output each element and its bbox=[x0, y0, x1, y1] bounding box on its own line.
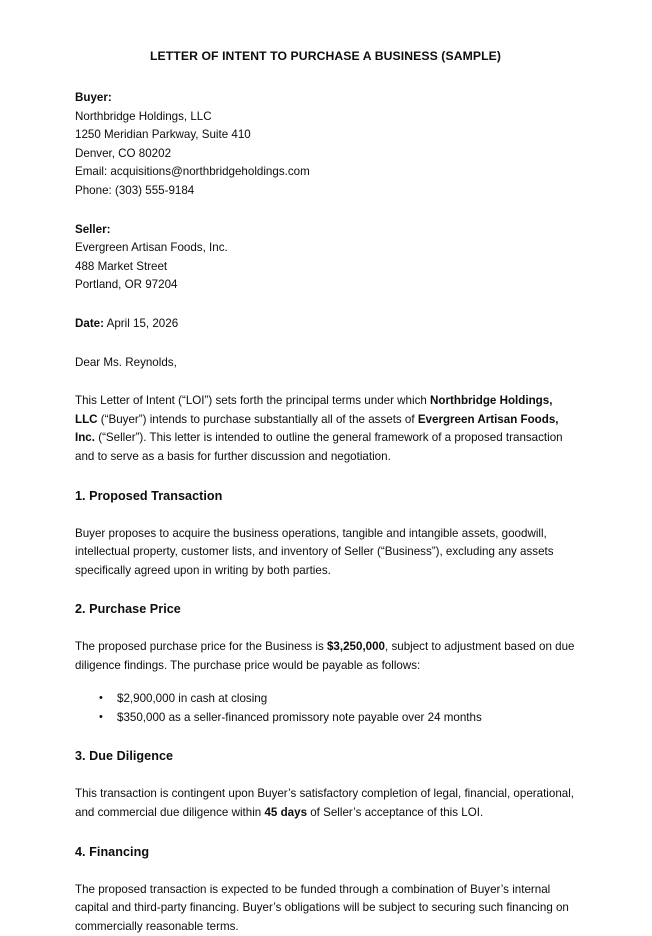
spacer bbox=[75, 295, 576, 315]
section-body-due-diligence bbox=[75, 785, 576, 822]
section-body-proposed-transaction: Buyer proposes to acquire the business operations, tangible and intangible assets, goodwill, intellectual property, customer lists, and inventory of Seller (“Business”), excluding any assets specifically agreed upon in writing by both parties. bbox=[75, 526, 554, 577]
buyer-block bbox=[75, 89, 576, 201]
section-body-financing: The proposed transaction is expected to be funded through a combination of Buyer’s internal capital and third-party financing. Buyer’s obligations will be subject to securing such financing on commercially reasonable terms. bbox=[75, 882, 569, 933]
spacer bbox=[75, 675, 576, 689]
due-diligence-period: 45 days bbox=[264, 806, 308, 820]
seller-company: Evergreen Artisan Foods, Inc. bbox=[75, 241, 228, 255]
intro-paragraph bbox=[75, 392, 576, 466]
seller-city-state-zip: Portland, OR 97204 bbox=[75, 278, 178, 292]
due-diligence-text-1: This transaction is contingent upon Buyer’s satisfactory completion of legal, financial, operational, and commercial due diligence within bbox=[75, 787, 575, 820]
section-body-purchase-price bbox=[75, 638, 576, 675]
purchase-price-amount: $3,250,000 bbox=[326, 640, 386, 654]
list-item: • $2,900,000 in cash at closing bbox=[75, 689, 576, 708]
section-heading-financing: 4. Financing bbox=[75, 844, 150, 859]
purchase-price-text-2: , subject to adjustment based on due diligence findings. The purchase price would be payable as follows: bbox=[75, 640, 575, 672]
section-heading-proposed-transaction: 1. Proposed Transaction bbox=[75, 488, 223, 503]
intro-seller-name: Evergreen Artisan Foods, Inc. bbox=[75, 412, 559, 445]
spacer bbox=[75, 334, 576, 354]
intro-text-2: (“Buyer”) intends to purchase substantially all of the assets of bbox=[97, 412, 418, 426]
purchase-price-bullet-list bbox=[75, 689, 576, 727]
page-title: LETTER OF INTENT TO PURCHASE A BUSINESS (SAMPLE) bbox=[149, 49, 502, 63]
date-line bbox=[75, 315, 576, 334]
spacer bbox=[75, 765, 576, 785]
buyer-city-state-zip: Denver, CO 80202 bbox=[75, 146, 172, 160]
spacer bbox=[75, 372, 576, 392]
buyer-street: 1250 Meridian Parkway, Suite 410 bbox=[75, 128, 251, 142]
spacer bbox=[75, 467, 576, 487]
spacer bbox=[75, 63, 576, 89]
seller-block bbox=[75, 221, 576, 295]
spacer bbox=[75, 823, 576, 843]
intro-text-3: (“Seller”). This letter is intended to outline the general framework of a proposed transaction and to serve as a basis for further discussion and negotiation. bbox=[75, 431, 563, 463]
date-value-text: April 15, 2026 bbox=[106, 316, 179, 330]
salutation: Dear Ms. Reynolds, bbox=[75, 355, 177, 369]
section-heading-purchase-price: 2. Purchase Price bbox=[75, 602, 181, 617]
list-item: • $350,000 as a seller-financed promissory note payable over 24 months bbox=[75, 708, 576, 727]
spacer bbox=[75, 861, 576, 881]
seller-street: 488 Market Street bbox=[75, 259, 168, 273]
spacer bbox=[75, 727, 576, 747]
intro-text-1: This Letter of Intent (“LOI”) sets forth the principal terms under which bbox=[75, 394, 431, 408]
buyer-phone: Phone: (303) 555-9184 bbox=[75, 183, 195, 197]
spacer bbox=[75, 505, 576, 525]
section-heading-due-diligence: 3. Due Diligence bbox=[75, 749, 174, 764]
date-label: Date: bbox=[75, 316, 104, 330]
buyer-company: Northbridge Holdings, LLC bbox=[75, 109, 212, 123]
buyer-email: Email: acquisitions@northbridgeholdings.com bbox=[75, 165, 310, 179]
intro-buyer-name: Northbridge Holdings, LLC bbox=[75, 394, 553, 426]
due-diligence-text-2: of Seller’s acceptance of this LOI. bbox=[307, 806, 484, 820]
spacer bbox=[75, 201, 576, 221]
seller-label: Seller: bbox=[75, 222, 111, 236]
spacer bbox=[75, 618, 576, 638]
spacer bbox=[75, 580, 576, 600]
purchase-price-text-1: The proposed purchase price for the Business is bbox=[75, 640, 327, 654]
buyer-label: Buyer: bbox=[75, 91, 112, 104]
